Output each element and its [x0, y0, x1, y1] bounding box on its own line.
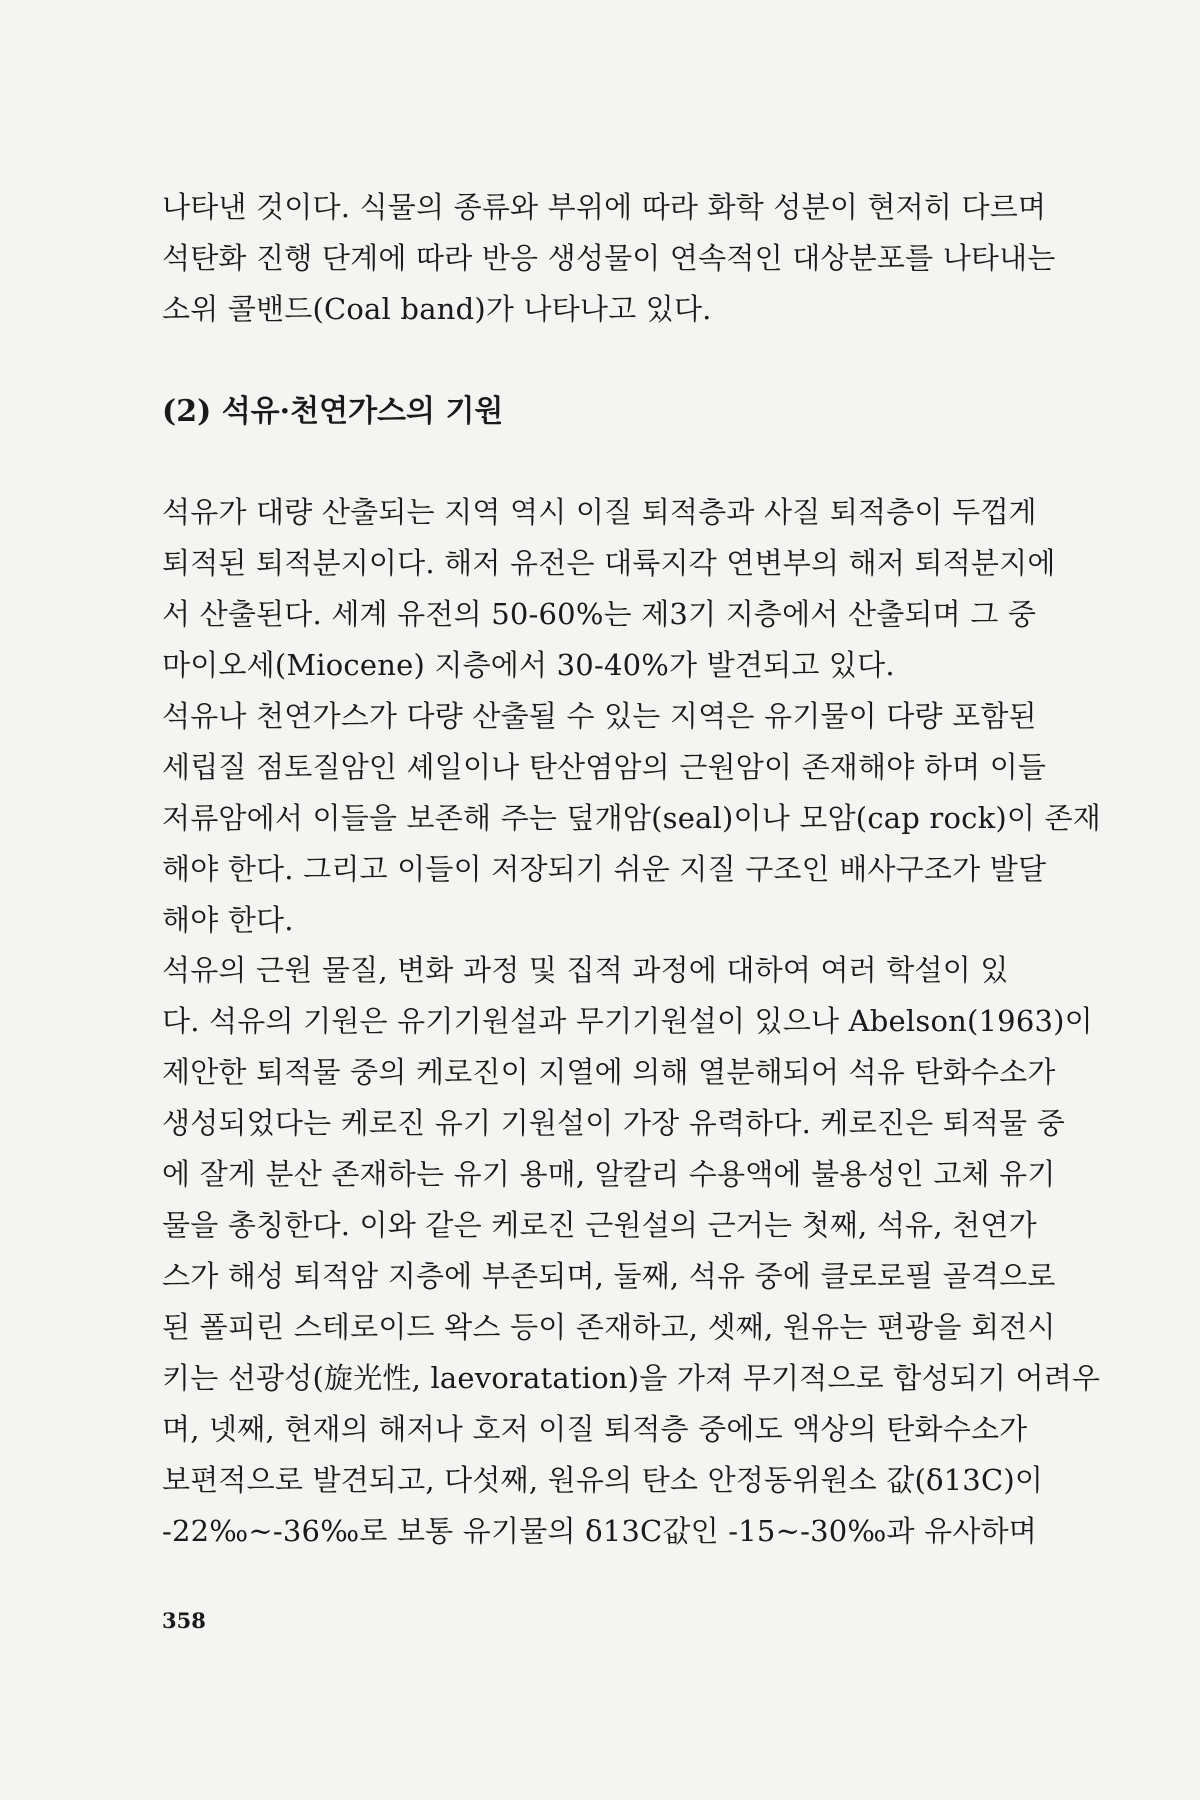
text-line: 생성되었다는 케로진 유기 기원설이 가장 유력하다. 케로진은 퇴적물 중 [162, 1106, 1065, 1140]
text-line: 나타낸 것이다. 식물의 종류와 부위에 따라 화학 성분이 현저히 다르며 [162, 190, 1047, 224]
paragraph-3 [162, 945, 1100, 1557]
text-line: 해야 한다. [162, 903, 294, 937]
page-number: 358 [162, 1608, 206, 1633]
paragraph-1 [162, 487, 1056, 691]
text-line: 마이오세(Miocene) 지층에서 30-40%가 발견되고 있다. [162, 648, 895, 682]
text-line: 제안한 퇴적물 중의 케로진이 지열에 의해 열분해되어 석유 탄화수소가 [162, 1055, 1056, 1089]
text-line: 스가 해성 퇴적암 지층에 부존되며, 둘째, 석유 중에 클로로필 골격으로 [162, 1259, 1056, 1293]
text-line: 저류암에서 이들을 보존해 주는 덮개암(seal)이나 모암(cap rock)이 존재 [162, 801, 1101, 835]
text-line: 된 폴피린 스테로이드 왁스 등이 존재하고, 셋째, 원유는 편광을 회전시 [162, 1310, 1056, 1344]
text-line: 보편적으로 발견되고, 다섯째, 원유의 탄소 안정동위원소 값(δ13C)이 [162, 1463, 1044, 1497]
text-line: -22‰~-36‰로 보통 유기물의 δ13C값인 -15~-30‰과 유사하며 [162, 1514, 1037, 1548]
text-line: 에 잘게 분산 존재하는 유기 용매, 알칼리 수용액에 불용성인 고체 유기 [162, 1157, 1056, 1191]
text-line: 다. 석유의 기원은 유기기원설과 무기기원설이 있으나 Abelson(1963)이 [162, 1004, 1093, 1038]
text-line: 서 산출된다. 세계 유전의 50-60%는 제3기 지층에서 산출되며 그 중 [162, 597, 1037, 631]
text-line: 석유나 천연가스가 다량 산출될 수 있는 지역은 유기물이 다량 포함된 [162, 699, 1037, 733]
text-line: 며, 넷째, 현재의 해저나 호저 이질 퇴적층 중에도 액상의 탄화수소가 [162, 1412, 1028, 1446]
text-line: 석유의 근원 물질, 변화 과정 및 집적 과정에 대하여 여러 학설이 있 [162, 953, 1009, 987]
text-line: 소위 콜밴드(Coal band)가 나타나고 있다. [162, 292, 712, 326]
intro-paragraph [162, 182, 1056, 335]
text-line: 석유가 대량 산출되는 지역 역시 이질 퇴적층과 사질 퇴적층이 두껍게 [162, 495, 1037, 529]
text-line: 세립질 점토질암인 셰일이나 탄산염암의 근원암이 존재해야 하며 이들 [162, 750, 1047, 784]
paragraph-2 [162, 691, 1101, 946]
section-heading: (2) 석유·천연가스의 기원 [162, 394, 504, 429]
text-line: 석탄화 진행 단계에 따라 반응 생성물이 연속적인 대상분포를 나타내는 [162, 241, 1056, 275]
text-line: 퇴적된 퇴적분지이다. 해저 유전은 대륙지각 연변부의 해저 퇴적분지에 [162, 546, 1056, 580]
text-line: 물을 총칭한다. 이와 같은 케로진 근원설의 근거는 첫째, 석유, 천연가 [162, 1208, 1037, 1242]
text-line: 해야 한다. 그리고 이들이 저장되기 쉬운 지질 구조인 배사구조가 발달 [162, 852, 1047, 886]
text-line: 키는 선광성(旋光性, laevoratation)을 가져 무기적으로 합성되기 어려우 [162, 1361, 1101, 1395]
